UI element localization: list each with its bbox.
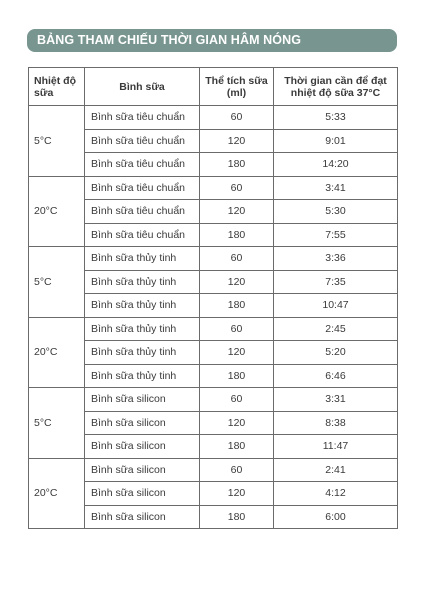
time-cell: 7:35 — [274, 270, 398, 294]
time-cell: 2:41 — [274, 458, 398, 482]
time-cell: 9:01 — [274, 129, 398, 153]
bottle-cell: Bình sữa thủy tinh — [85, 341, 200, 365]
bottle-cell: Bình sữa thủy tinh — [85, 294, 200, 318]
volume-cell: 120 — [200, 129, 274, 153]
temperature-cell: 5°C — [29, 388, 85, 459]
table-row — [29, 247, 398, 271]
volume-cell: 180 — [200, 153, 274, 177]
bottle-cell: Bình sữa silicon — [85, 435, 200, 459]
temperature-cell: 5°C — [29, 247, 85, 318]
table-row — [29, 106, 398, 130]
table-row — [29, 223, 398, 247]
warming-time-table — [28, 67, 398, 529]
bottle-cell: Bình sữa silicon — [85, 411, 200, 435]
bottle-cell: Bình sữa thủy tinh — [85, 247, 200, 271]
table-row — [29, 317, 398, 341]
volume-cell: 180 — [200, 364, 274, 388]
table-row — [29, 200, 398, 224]
bottle-cell: Bình sữa silicon — [85, 388, 200, 412]
bottle-cell: Bình sữa tiêu chuẩn — [85, 153, 200, 177]
header-time: Thời gian cần để đạt nhiệt độ sữa 37°C — [274, 68, 398, 106]
table-row — [29, 505, 398, 529]
time-cell: 14:20 — [274, 153, 398, 177]
header-bottle: Bình sữa — [85, 68, 200, 106]
time-cell: 5:30 — [274, 200, 398, 224]
volume-cell: 60 — [200, 388, 274, 412]
bottle-cell: Bình sữa tiêu chuẩn — [85, 200, 200, 224]
table-row — [29, 482, 398, 506]
table-row — [29, 176, 398, 200]
header-volume: Thể tích sữa (ml) — [200, 68, 274, 106]
time-cell: 8:38 — [274, 411, 398, 435]
volume-cell: 180 — [200, 435, 274, 459]
volume-cell: 120 — [200, 200, 274, 224]
table-row — [29, 458, 398, 482]
time-cell: 10:47 — [274, 294, 398, 318]
time-cell: 4:12 — [274, 482, 398, 506]
table-row — [29, 129, 398, 153]
bottle-cell: Bình sữa silicon — [85, 482, 200, 506]
page-title: BẢNG THAM CHIẾU THỜI GIAN HÂM NÓNG — [27, 29, 397, 52]
table-row — [29, 388, 398, 412]
table-row — [29, 270, 398, 294]
bottle-cell: Bình sữa thủy tinh — [85, 270, 200, 294]
volume-cell: 60 — [200, 106, 274, 130]
temperature-cell: 20°C — [29, 458, 85, 529]
bottle-cell: Bình sữa silicon — [85, 458, 200, 482]
bottle-cell: Bình sữa tiêu chuẩn — [85, 106, 200, 130]
table-row — [29, 364, 398, 388]
time-cell: 5:20 — [274, 341, 398, 365]
bottle-cell: Bình sữa tiêu chuẩn — [85, 223, 200, 247]
time-cell: 7:55 — [274, 223, 398, 247]
volume-cell: 180 — [200, 505, 274, 529]
table-body — [29, 106, 398, 529]
volume-cell: 60 — [200, 247, 274, 271]
time-cell: 6:46 — [274, 364, 398, 388]
temperature-cell: 20°C — [29, 317, 85, 388]
time-cell: 6:00 — [274, 505, 398, 529]
bottle-cell: Bình sữa tiêu chuẩn — [85, 129, 200, 153]
table-row — [29, 153, 398, 177]
bottle-cell: Bình sữa silicon — [85, 505, 200, 529]
time-cell: 11:47 — [274, 435, 398, 459]
volume-cell: 180 — [200, 294, 274, 318]
time-cell: 3:41 — [274, 176, 398, 200]
time-cell: 2:45 — [274, 317, 398, 341]
volume-cell: 120 — [200, 341, 274, 365]
header-temperature: Nhiệt độ sữa — [29, 68, 85, 106]
temperature-cell: 5°C — [29, 106, 85, 177]
time-cell: 5:33 — [274, 106, 398, 130]
volume-cell: 60 — [200, 317, 274, 341]
table-row — [29, 411, 398, 435]
bottle-cell: Bình sữa thủy tinh — [85, 364, 200, 388]
volume-cell: 120 — [200, 411, 274, 435]
volume-cell: 60 — [200, 458, 274, 482]
bottle-cell: Bình sữa tiêu chuẩn — [85, 176, 200, 200]
table-header-row — [29, 68, 398, 106]
table-row — [29, 294, 398, 318]
bottle-cell: Bình sữa thủy tinh — [85, 317, 200, 341]
table-row — [29, 435, 398, 459]
time-cell: 3:31 — [274, 388, 398, 412]
volume-cell: 180 — [200, 223, 274, 247]
volume-cell: 120 — [200, 482, 274, 506]
volume-cell: 60 — [200, 176, 274, 200]
table-row — [29, 341, 398, 365]
time-cell: 3:36 — [274, 247, 398, 271]
temperature-cell: 20°C — [29, 176, 85, 247]
volume-cell: 120 — [200, 270, 274, 294]
